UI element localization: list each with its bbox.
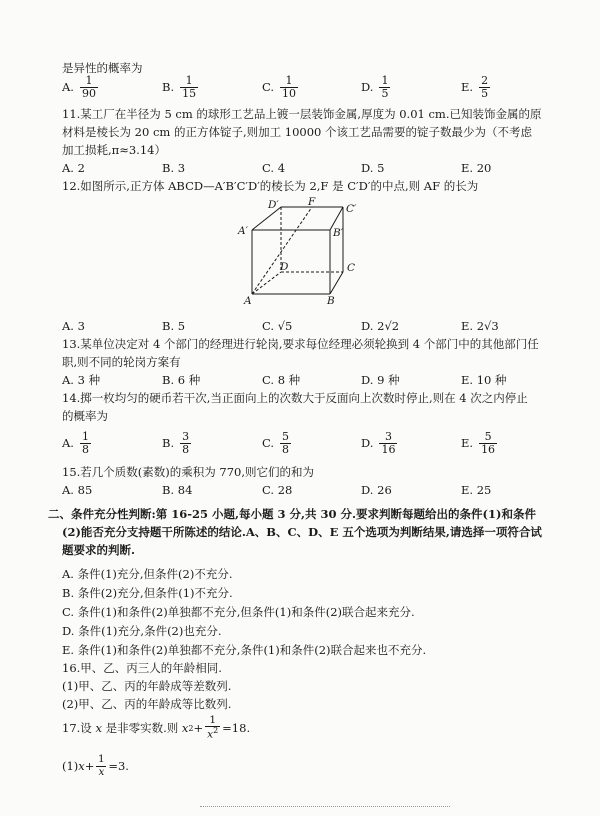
- q11-line-2: 材料是棱长为 20 cm 的正方体锭子,则加工 10000 个该工艺品需要的锭子数最少为（不考虑: [62, 125, 532, 139]
- q10-tail: 是异性的概率为: [62, 61, 143, 75]
- q10-option-d[interactable]: D. $\frac{1}{5}$: [361, 73, 389, 100]
- q11-option-d[interactable]: D. 5: [361, 161, 385, 175]
- q16-condition-2: (2)甲、乙、丙的年龄成等比数列.: [62, 697, 232, 711]
- section2-line-1: 二、条件充分性判断:第 16-25 小题,每小题 3 分,共 30 分.要求判断每题给出的条件(1)和条件: [48, 507, 536, 521]
- q15-stem: 15.若几个质数(素数)的乘积为 770,则它们的和为: [62, 465, 315, 479]
- q15-option-e[interactable]: E. 25: [461, 483, 492, 497]
- q12-option-e[interactable]: E. 2√3: [461, 319, 499, 333]
- q12-option-d[interactable]: D. 2√2: [361, 319, 400, 333]
- section2-choice-c: C. 条件(1)和条件(2)单独都不充分,但条件(1)和条件(2)联合起来充分.: [62, 605, 415, 619]
- q12-option-b[interactable]: B. 5: [162, 319, 186, 333]
- q10-option-b[interactable]: B. $\frac{1}{15}$: [162, 73, 197, 100]
- q12-option-c[interactable]: C. √5: [262, 319, 293, 333]
- q10-option-e[interactable]: E. $\frac{2}{5}$: [461, 73, 489, 100]
- label-b-prime: B′: [333, 227, 344, 239]
- section2-choice-d: D. 条件(1)充分,条件(2)也充分.: [62, 624, 222, 638]
- label-a-prime: A′: [238, 225, 248, 237]
- label-c-prime: C′: [346, 203, 357, 215]
- q13-option-e[interactable]: E. 10 种: [461, 373, 507, 387]
- q13-option-a[interactable]: A. 3 种: [62, 373, 101, 387]
- label-c: C: [347, 262, 356, 274]
- q16-stem: 16.甲、乙、丙三人的年龄相同.: [62, 661, 222, 675]
- q17-condition-1: (1) x + $\frac{1}{x}$ =3.: [62, 753, 129, 778]
- q14-options: [62, 428, 542, 458]
- q14-option-d[interactable]: D. $\frac{3}{16}$: [361, 429, 396, 456]
- q13-line-2: 职,则不同的轮岗方案有: [62, 355, 181, 369]
- q11-option-c[interactable]: C. 4: [262, 161, 286, 175]
- q11-options: [62, 160, 542, 176]
- q10-option-c[interactable]: C. $\frac{1}{10}$: [262, 73, 297, 100]
- label-b: B: [327, 295, 335, 307]
- section2-choice-a: A. 条件(1)充分,但条件(2)不充分.: [62, 567, 233, 581]
- q15-option-a[interactable]: A. 85: [62, 483, 93, 497]
- q14-line-1: 14.掷一枚均匀的硬币若干次,当正面向上的次数大于反面向上次数时停止,则在 4 次之内停止: [62, 391, 528, 405]
- q10-option-a[interactable]: A. $\frac{1}{90}$: [62, 73, 96, 100]
- q15-option-b[interactable]: B. 84: [162, 483, 193, 497]
- q11-option-e[interactable]: E. 20: [461, 161, 492, 175]
- q14-option-a[interactable]: A. $\frac{1}{8}$: [62, 429, 89, 456]
- label-d: D: [280, 261, 289, 273]
- q13-options: [62, 372, 542, 388]
- q13-option-c[interactable]: C. 8 种: [262, 373, 301, 387]
- section2-line-2: (2)能否充分支持题干所陈述的结论.A、B、C、D、E 五个选项为判断结果,请选择一项符合试: [62, 525, 542, 539]
- q16-condition-1: (1)甲、乙、丙的年龄成等差数列.: [62, 679, 232, 693]
- cube-figure: [0, 196, 600, 316]
- section2-choice-b: B. 条件(2)充分,但条件(1)不充分.: [62, 586, 233, 600]
- q15-option-d[interactable]: D. 26: [361, 483, 392, 497]
- q14-option-c[interactable]: C. $\frac{5}{8}$: [262, 429, 290, 456]
- q11-line-1: 11.某工厂在半径为 5 cm 的球形工艺品上镀一层装饰金属,厚度为 0.01 cm.已知装饰金属的原: [62, 107, 542, 121]
- q12-options: [62, 318, 542, 334]
- q13-option-b[interactable]: B. 6 种: [162, 373, 201, 387]
- q14-option-e[interactable]: E. $\frac{5}{16}$: [461, 429, 496, 456]
- page-footer-divider: [200, 806, 450, 813]
- q13-line-1: 13.某单位决定对 4 个部门的经理进行轮岗,要求每位经理必须轮换到 4 个部门中的其他部门任: [62, 337, 539, 351]
- q12-option-a[interactable]: A. 3: [62, 319, 85, 333]
- section2-line-3: 题要求的判断.: [62, 543, 136, 557]
- q14-option-b[interactable]: B. $\frac{3}{8}$: [162, 429, 190, 456]
- q11-option-b[interactable]: B. 3: [162, 161, 186, 175]
- q15-option-c[interactable]: C. 28: [262, 483, 293, 497]
- q11-option-a[interactable]: A. 2: [62, 161, 85, 175]
- label-a: A: [244, 295, 252, 307]
- q12-stem: 12.如图所示,正方体 ABCD—A′B′C′D′的棱长为 2,F 是 C′D′的中点,则 AF 的长为: [62, 179, 479, 193]
- q11-line-3: 加工损耗,π≈3.14）: [62, 143, 166, 157]
- label-d-prime: D′: [268, 199, 279, 211]
- q14-line-2: 的概率为: [62, 409, 108, 423]
- q15-options: [62, 482, 542, 498]
- section2-choice-e: E. 条件(1)和条件(2)单独都不充分,条件(1)和条件(2)联合起来也不充分.: [62, 643, 427, 657]
- q10-options: [62, 72, 542, 102]
- q17-stem: 17.设 x 是非零实数.则 x 2 + $\frac{1}{x^2}$ =18.: [62, 714, 251, 741]
- q13-option-d[interactable]: D. 9 种: [361, 373, 400, 387]
- label-f: F: [308, 196, 316, 208]
